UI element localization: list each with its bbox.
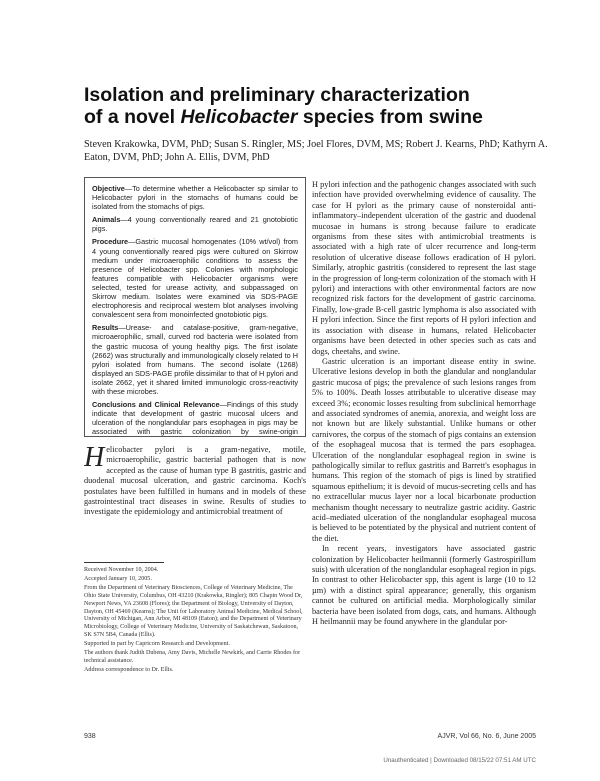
footnote-divider — [84, 562, 164, 563]
right-paragraph-1: H pylori infection and the pathogenic changes associated with such infection have provided overwhelming evidence of causality. The case for H pylori as the primary cause of nonsteroidal anti-inflammatory–independent ulceration of the gastric and duodenal mucosae in humans is strong because failure to eradicate organisms from these sites with antimicrobial treatments is associated with a high rate of ulcer recurrence and long-term resolution of ulcerative disease follows eradication of H pylori. Similarly, atrophic gastritis (considered to represent the last stage in the progression of long-term colonization of the stomach with H pylori) and interactions with other environmental factors are now recognized risk factors for the development of gastric carcinoma. Finally, low-grade B-cell gastric lymphoma is also associated with H pylori infection. Since the first reports of H pylori infection and its association with disease in humans, related Helicobacter organisms have been detected in other species such as cats and dogs, cheetahs, and swine. — [312, 180, 536, 356]
animals-label: Animals — [92, 215, 121, 225]
footnote-received: Received November 10, 2004. — [84, 567, 159, 573]
article-title — [84, 84, 544, 128]
right-column — [312, 180, 536, 720]
title-part-3: species from swine — [297, 106, 483, 128]
abstract-results — [92, 323, 298, 396]
results-label: Results — [92, 323, 119, 333]
intro-text: elicobacter pylori is a gram-negative, motile, microaerophilic, gastric bacterial pathogen that is now accepted as the cause of human type B gastritis, gastric and duodenal mucosal ulceration, and gastric carcinoma. Koch's postulates have been fulfilled in humans and in models of these gastrointestinal tract diseases in swine. Results of studies to investigate the epidemiology and antimicrobial treatment of — [84, 445, 306, 517]
results-text: —Urease- and catalase-positive, gram-negative, microaerophilic, small, curved rod bacteria were isolated from the gastric mucosa of young healthy pigs. The first isolate (2662) was structurally and immunologically closely related to H pylori isolated from humans. The second isolate (1268) displayed an SDS-PAGE profile dissimilar to that of H pylori and isolate 2662, yet it shared limited immunologic cross-reactivity with these microbes. — [92, 323, 298, 396]
right-paragraph-3: In recent years, investigators have associated gastric colonization by Helicobacter heilmannii (formerly Gastrospirillum suis) with ulceration of the nonglandular esophageal region in pigs. In contrast to other Helicobacter spp, this agent is large (10 to 12 µm) with a distinct spiral appearance; generally, this organism cannot be cultured on artificial media. Morphologically similar bacteria have been isolated from dogs, cats, and humans. Although H heilmannii may be found anywhere in the glandular por- — [312, 544, 536, 627]
intro-paragraph — [84, 445, 306, 555]
footnote-accepted: Accepted January 10, 2005. — [84, 576, 152, 583]
footnote-support: Supported in part by Capricorn Research and Development. — [84, 640, 230, 647]
footnote-acknowledgments: The authors thank Judith Dubena, Amy Davis, Michelle Newkirk, and Carrie Rhodes for technical assistance. — [84, 650, 301, 664]
objective-text: —To determine whether a Helicobacter sp similar to Helicobacter pylori in the stomachs of humans could be isolated from the stomachs of pigs. — [92, 184, 298, 212]
conclusions-text: —Findings of this study indicate that development of gastric mucosal ulcers and ulceration of the nonglandular pars esophagea in pigs may be associated with gastric colonization by swine-origin — [92, 400, 298, 437]
procedure-text: —Gastric mucosal homogenates (10% wt/vol) from 4 young conventionally reared pigs were cultured on Skirrow medium under microaerophilic conditions to assess the presence of Helicobacter spp. Colonies with morphologic features compatible with Helicobacter organisms were selected, tested for urease activity, and subpassaged on Skirrow medium. Isolates were examined via SDS-PAGE electrophoresis and reciprocal western blot analyses involving convalescent sera from monoinfected gnotobiotic pigs. — [92, 237, 298, 320]
footnote-correspondence: Address correspondence to Dr. Ellis. — [84, 666, 174, 673]
download-stamp: Unauthenticated | Downloaded 08/15/22 07:51 AM UTC — [383, 757, 536, 764]
drop-cap: H — [84, 445, 105, 473]
procedure-label: Procedure — [92, 237, 129, 247]
title-line-1: Isolation and preliminary characterization — [84, 84, 470, 106]
title-italic: Helicobacter — [180, 106, 298, 128]
abstract-conclusions — [92, 400, 298, 437]
animals-text: —4 young conventionally reared and 21 gnotobiotic pigs. — [92, 215, 298, 234]
abstract-procedure — [92, 237, 298, 319]
abstract-objective — [92, 184, 298, 211]
footnote-affiliations: From the Department of Veterinary Biosciences, College of Veterinary Medicine, The Ohio State University, Columbus, OH 43210 (Krakowka, Ringler); 805 Chapin Wood Dr, Newport News, VA 23608 (Flores); the Department of Biology, University of Dayton, Dayton, OH 45469 (Kearns); The Unit for Laboratory Animal Medicine, Medical School, University of Michigan, Ann Arbor, MI 48109 (Eaton); and the Department of Veterinary Microbiology, College of Veterinary Medicine, University of Saskatchewan, Saskatoon, SK S7N 5B4, Canada (Ellis). — [84, 585, 303, 638]
abstract-animals — [92, 215, 298, 233]
abstract-box — [84, 177, 306, 437]
right-paragraph-2: Gastric ulceration is an important disease entity in swine. Ulcerative lesions develop in both the glandular and nonglandular gastric mucosa of pigs; the prevalence of such lesions ranges from 5% to 100%. Death losses attributable to ulcerative disease may exceed 3%; economic losses resulting from subclinical hemorrhage and associated syndromes of anemia, anorexia, and weight loss are not known but are likely substantial. Unlike humans or other carnivores, the corpus of the stomach of pigs contains an extension of the esophageal mucosa that is termed the pars esophagea. Ulceration of the nonglandular esophageal region in swine is pathologically similar to reflux gastritis and Barrett's esophagus in humans. This region of the stomach of pigs is lined by stratified squamous epithelium; it is devoid of mucus-secreting cells and has no extracellular mucus layer nor a local bicarbonate production mechanism thought necessary to neutralize gastric acidity. Gastric acid–mediated ulceration of the nonglandular esophageal mucosa is believed to be potentiated by the physical and nutrient content of the diet. — [312, 356, 536, 543]
title-line-2 — [84, 106, 544, 128]
footnotes — [84, 567, 306, 717]
journal-citation: AJVR, Vol 66, No. 6, June 2005 — [437, 733, 536, 740]
conclusions-label: Conclusions and Clinical Relevance — [92, 400, 220, 410]
objective-label: Objective — [92, 184, 125, 193]
page-number: 938 — [84, 733, 96, 740]
title-part-2: of a novel — [84, 106, 181, 128]
author-list: Steven Krakowka, DVM, PhD; Susan S. Ringler, MS; Joel Flores, DVM, MS; Robert J. Kearns, PhD; Kathyrn A. Eaton, DVM, PhD; John A. Ellis, DVM, PhD — [84, 139, 548, 163]
